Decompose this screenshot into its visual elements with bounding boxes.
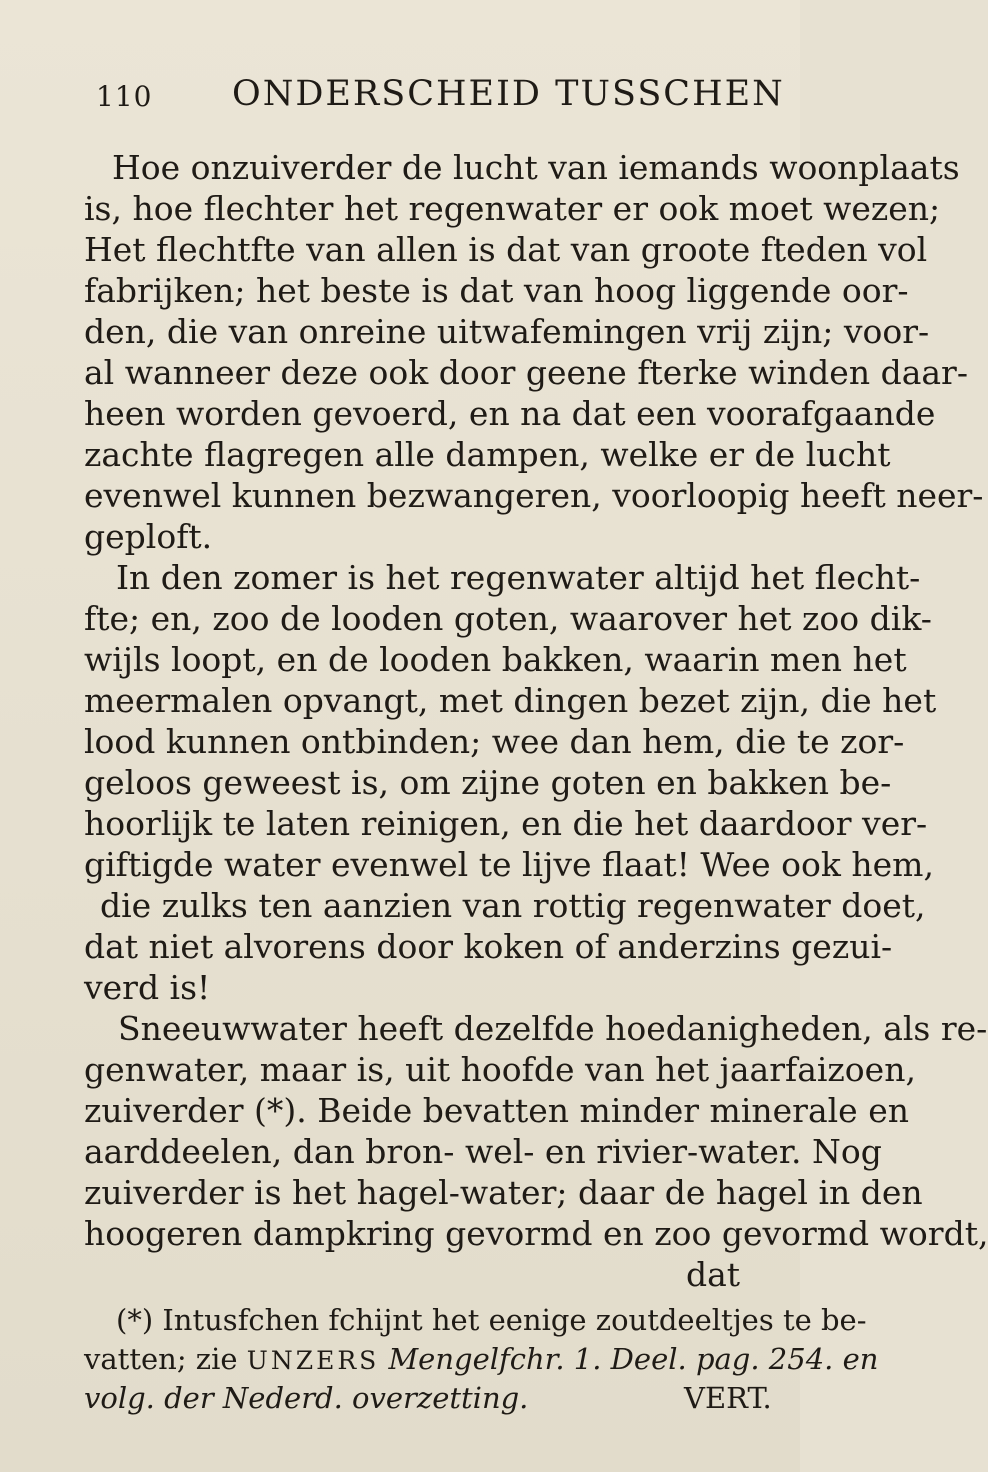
text-line: lood kunnen ontbinden; wee dan hem, die te zor- <box>84 722 905 761</box>
footnote-citation: Mengelfchr. 1. Deel. pag. 254. en <box>388 1342 879 1376</box>
text-line: heen worden gevoerd, en na dat een voorafgaande <box>84 394 936 433</box>
text-line: Hoe onzuiverder de lucht van iemands woonplaats <box>112 148 960 187</box>
running-head: ONDERSCHEID TUSSCHEN <box>232 74 785 114</box>
text-line: hoorlijk te laten reinigen, en die het daardoor ver- <box>84 804 928 843</box>
text-line: giftigde water evenwel te lijve flaat! Wee ook hem, <box>84 845 934 884</box>
footnote-text: volg. der Nederd. overzetting. <box>84 1381 529 1415</box>
text-line: wijls loopt, en de looden bakken, waarin men het <box>84 640 907 679</box>
text-line: verd is! <box>84 968 211 1007</box>
footnote-line <box>84 1380 824 1416</box>
text-line: fabrijken; het beste is dat van hoog liggende oor- <box>84 271 909 310</box>
text-line: zuiverder is het hagel-water; daar de hagel in den <box>84 1173 923 1212</box>
page-number: 110 <box>96 80 153 113</box>
catchword: dat <box>686 1255 741 1294</box>
text-line: In den zomer is het regenwater altijd het flecht- <box>116 558 921 597</box>
text-line: aarddeelen, dan bron- wel- en rivier-water. Nog <box>84 1132 882 1171</box>
text-line: al wanneer deze ook door geene fterke winden daar- <box>84 353 968 392</box>
author-name: UNZERS <box>246 1346 380 1375</box>
text-line: zuiverder (*). Beide bevatten minder minerale en <box>84 1091 909 1130</box>
text-line: die zulks ten aanzien van rottig regenwater doet, <box>100 886 926 925</box>
text-line: zachte flagregen alle dampen, welke er de lucht <box>84 435 891 474</box>
text-line: fte; en, zoo de looden goten, waarover het zoo dik- <box>84 599 932 638</box>
translator-note: VERT. <box>684 1381 772 1415</box>
footnote-text: vatten; zie <box>84 1342 238 1376</box>
text-line: is, hoe flechter het regenwater er ook moet wezen; <box>84 189 941 228</box>
footnote-line <box>84 1341 879 1379</box>
text-line: dat niet alvorens door koken of anderzins gezui- <box>84 927 893 966</box>
text-line: genwater, maar is, uit hoofde van het jaarfaizoen, <box>84 1050 916 1089</box>
text-line: geloos geweest is, om zijne goten en bakken be- <box>84 763 892 802</box>
text-line: Het flechtfte van allen is dat van groote fteden vol <box>84 230 928 269</box>
text-line: Sneeuwwater heeft dezelfde hoedanigheden, als re- <box>118 1009 988 1048</box>
footnote-line: (*) Intusfchen fchijnt het eenige zoutdeeltjes te be- <box>116 1303 867 1337</box>
text-line: den, die van onreine uitwafemingen vrij zijn; voor- <box>84 312 930 351</box>
text-line: evenwel kunnen bezwangeren, voorloopig heeft neer- <box>84 476 984 515</box>
text-line: hoogeren dampkring gevormd en zoo gevormd wordt, <box>84 1214 988 1253</box>
text-line: meermalen opvangt, met dingen bezet zijn, die het <box>84 681 937 720</box>
page-header <box>96 74 785 118</box>
text-line: geploft. <box>84 517 213 556</box>
